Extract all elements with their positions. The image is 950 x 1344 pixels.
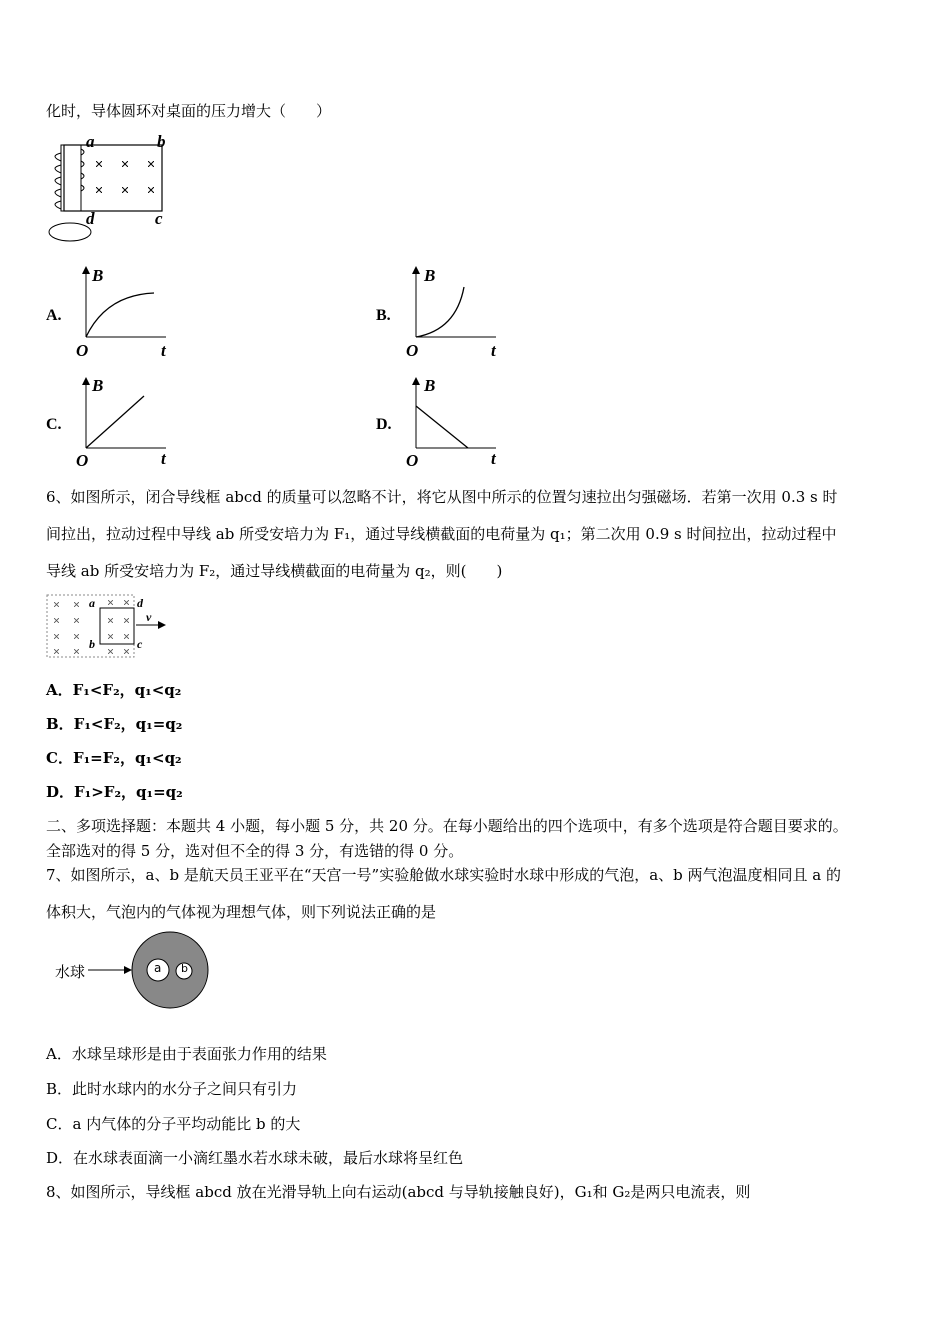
axis-label-b: B: [424, 266, 436, 285]
axis-label-b: B: [92, 376, 104, 395]
q7-option-c[interactable]: C．a 内气体的分子平均动能比 b 的大: [46, 1115, 301, 1133]
q7-line: 7、如图所示，a、b 是航天员王亚平在“天宫一号”实验舱做水球实验时水球中形成的气泡，a、b 两气泡温度相同且 a 的: [46, 866, 841, 884]
q7-option-a[interactable]: A．水球呈球形是由于表面张力作用的结果: [46, 1045, 327, 1063]
axis-label-b: B: [92, 266, 104, 285]
section2-instructions: 全部选对的得 5 分，选对但不全的得 3 分，有选错的得 0 分。: [46, 842, 464, 860]
bubble-b-label: b: [181, 962, 188, 975]
q5-tail: 化时，导体圆环对桌面的压力增大（ ）: [46, 102, 332, 120]
label-b: b: [157, 132, 166, 151]
q8-line: 8、如图所示，导线框 abcd 放在光滑导轨上向右运动(abcd 与导轨接触良好)，G₁和 G₂是两只电流表，则: [46, 1183, 751, 1201]
origin-label: O: [406, 341, 419, 360]
water-ball-label: 水球: [55, 963, 86, 981]
q6-option-c[interactable]: C．F₁=F₂，q₁<q₂: [46, 749, 182, 767]
q6-option-d[interactable]: D．F₁>F₂，q₁=q₂: [46, 783, 183, 801]
q6-line: 导线 ab 所受安培力为 F₂，通过导线横截面的电荷量为 q₂，则( ): [46, 562, 503, 580]
graph-convex: [406, 265, 506, 345]
origin-label: O: [76, 451, 89, 470]
option-letter: C.: [46, 416, 62, 433]
label-v: v: [146, 610, 152, 624]
frame-in-field-diagram: [46, 594, 176, 660]
q7-option-d[interactable]: D．在水球表面滴一小滴红墨水若水球未破，最后水球将呈红色: [46, 1149, 464, 1167]
label-c: c: [137, 637, 143, 651]
label-a: a: [86, 132, 95, 151]
q6-option-a[interactable]: A．F₁<F₂，q₁<q₂: [46, 681, 182, 699]
label-d: d: [86, 209, 95, 228]
q6-line: 6、如图所示，闭合导线框 abcd 的质量可以忽略不计，将它从图中所示的位置匀速拉出匀强磁场．若第一次用 0.3 s 时: [46, 488, 838, 506]
q6-line: 间拉出，拉动过程中导线 ab 所受安培力为 F₁，通过导线横截面的电荷量为 q₁；第二次用 0.9 s 时间拉出，拉动过程中: [46, 525, 837, 543]
axis-label-t: t: [491, 341, 496, 360]
origin-label: O: [406, 451, 419, 470]
graph-linear-falling: [406, 376, 506, 456]
label-a: a: [89, 596, 95, 610]
graph-concave: [76, 265, 176, 345]
section2-instructions: 二、多项选择题：本题共 4 小题，每小题 5 分，共 20 分。在每小题给出的四个选项中，有多个选项是符合题目要求的。: [46, 817, 848, 835]
axis-label-t: t: [491, 449, 496, 468]
label-c: c: [155, 209, 163, 228]
label-b: b: [89, 637, 95, 651]
axis-label-t: t: [161, 449, 166, 468]
graph-linear-rising: [76, 376, 176, 456]
q7-line: 体积大，气泡内的气体视为理想气体，则下列说法正确的是: [46, 903, 437, 921]
option-letter: A.: [46, 307, 62, 324]
axis-label-t: t: [161, 341, 166, 360]
option-letter: D.: [376, 416, 392, 433]
axis-label-b: B: [424, 376, 436, 395]
bubble-a-label: a: [154, 961, 162, 975]
q6-option-b[interactable]: B．F₁<F₂，q₁=q₂: [46, 715, 183, 733]
label-d: d: [137, 596, 143, 610]
origin-label: O: [76, 341, 89, 360]
q7-option-b[interactable]: B．此时水球内的水分子之间只有引力: [46, 1080, 298, 1098]
option-letter: B.: [376, 307, 391, 324]
